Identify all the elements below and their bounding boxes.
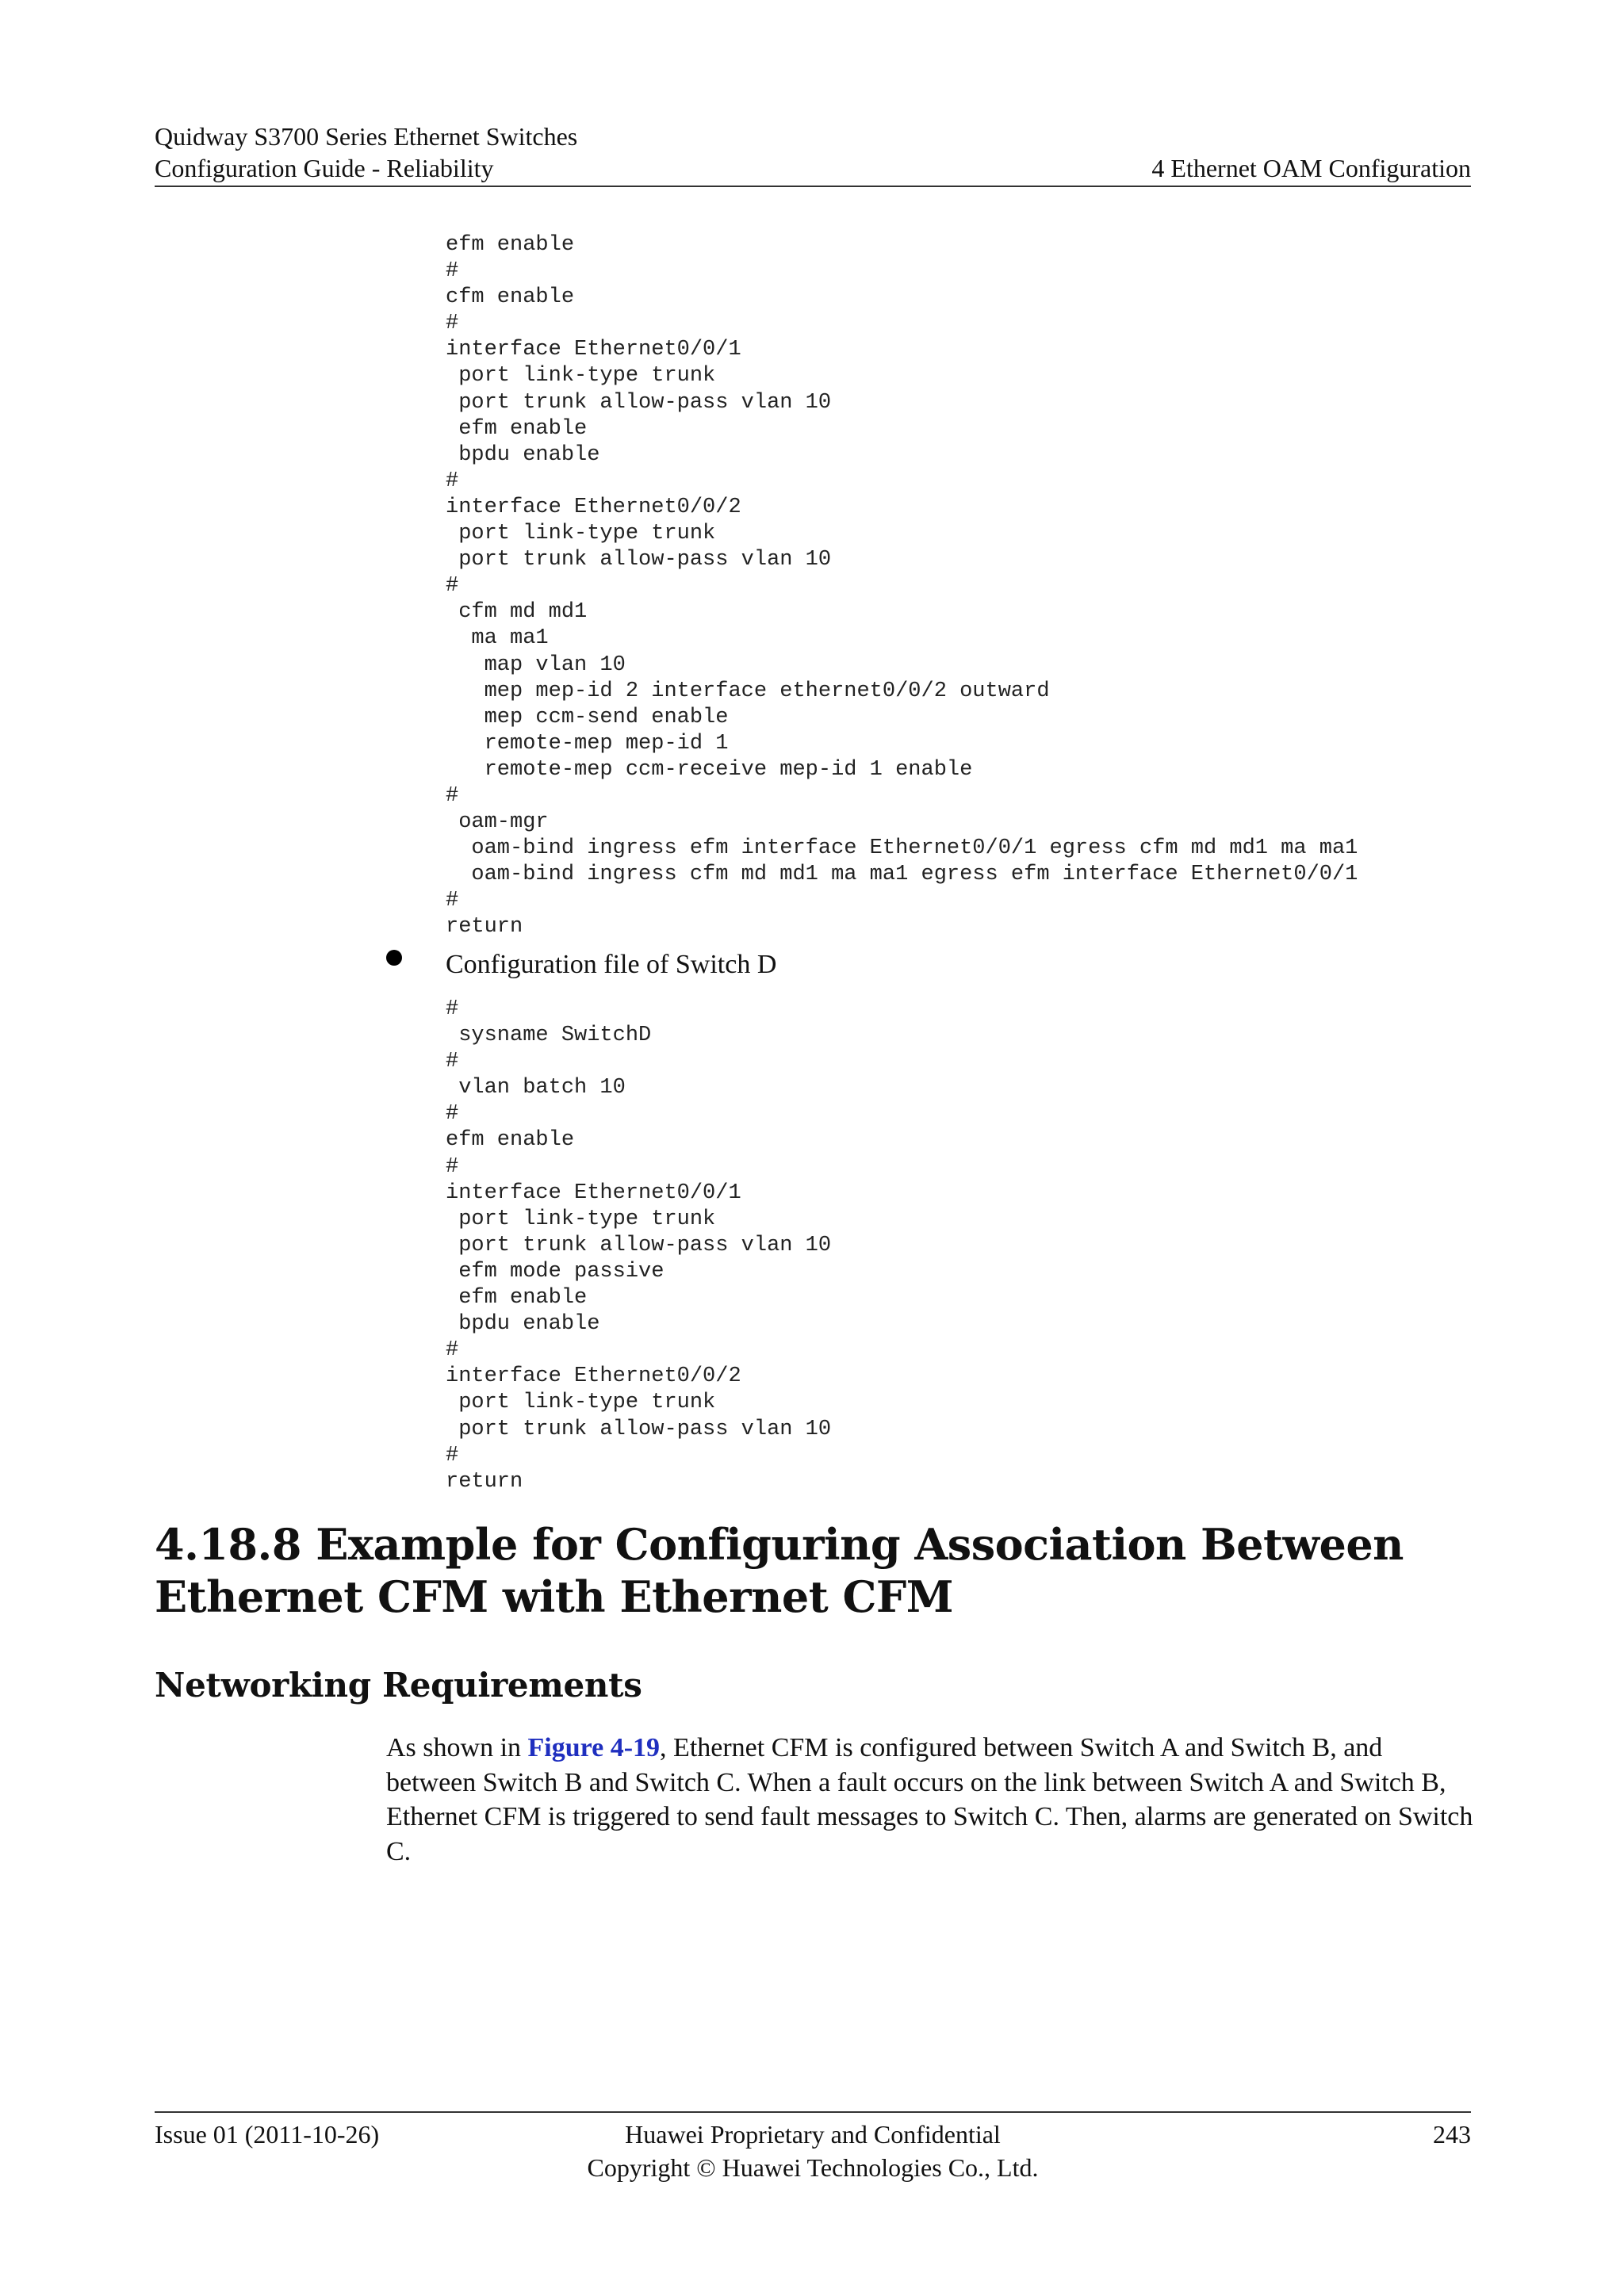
bullet-dot-icon — [386, 950, 402, 966]
footer-confidential: Huawei Proprietary and Confidential — [625, 2120, 1001, 2149]
config-code-block-switch-c: efm enable # cfm enable # interface Ethernet0/0/1 port link-type trunk port trunk allow-pass vlan 10 efm enable bpdu enable # interface Ethernet0/0/2 port link-type trunk port trunk allow-pass vlan 10 # cfm md md1 ma ma1 map vlan 10 mep mep-id 2 interface ethernet0/0/2 outward mep ccm-send enable remote-mep mep-id 1 remote-mep ccm-receive mep-id 1 enable # oam-mgr oam-bind ingress efm interface Ethernet0/0/1 egress cfm md md1 ma ma1 oam-bind ingress cfm md md1 ma ma1 egress efm interface Ethernet0/0/1 # return — [446, 233, 1358, 939]
page-number: 243 — [1433, 2120, 1471, 2149]
networking-requirements-paragraph — [386, 1731, 1477, 1869]
paragraph-text-rest: , Ethernet CFM is configured between Switch A and Switch B, and between Switch B and Switch C. When a fault occurs on the link between Switch A and Switch B, Ethernet CFM is triggered to send fault messages to Switch C. Then, alarms are generated on Switch C. — [386, 1733, 1473, 1866]
bullet-item-switch-d: Configuration file of Switch D — [446, 950, 777, 979]
page-header — [155, 119, 1471, 187]
paragraph-text-start: As shown in — [386, 1733, 528, 1762]
subsection-title: Networking Requirements — [155, 1666, 642, 1705]
header-chapter: 4 Ethernet OAM Configuration — [1151, 154, 1471, 182]
header-left — [155, 121, 577, 184]
header-guide: Configuration Guide - Reliability — [155, 154, 494, 182]
header-product: Quidway S3700 Series Ethernet Switches — [155, 122, 578, 151]
footer-copyright: Copyright © Huawei Technologies Co., Ltd. — [587, 2153, 1039, 2182]
footer-center — [155, 2118, 1471, 2184]
footer-issue: Issue 01 (2011-10-26) — [155, 2120, 380, 2149]
figure-4-19-link[interactable]: Figure 4-19 — [527, 1733, 661, 1762]
config-code-block-switch-d: # sysname SwitchD # vlan batch 10 # efm enable # interface Ethernet0/0/1 port link-type trunk port trunk allow-pass vlan 10 efm mode passive efm enable bpdu enable # interface Ethernet0/0/2 port link-type trunk port trunk allow-pass vlan 10 # return — [446, 997, 832, 1494]
section-title: 4.18.8 Example for Configuring Association Between Ethernet CFM with Ethernet CFM — [155, 1519, 1404, 1622]
page-footer — [155, 2111, 1471, 2182]
